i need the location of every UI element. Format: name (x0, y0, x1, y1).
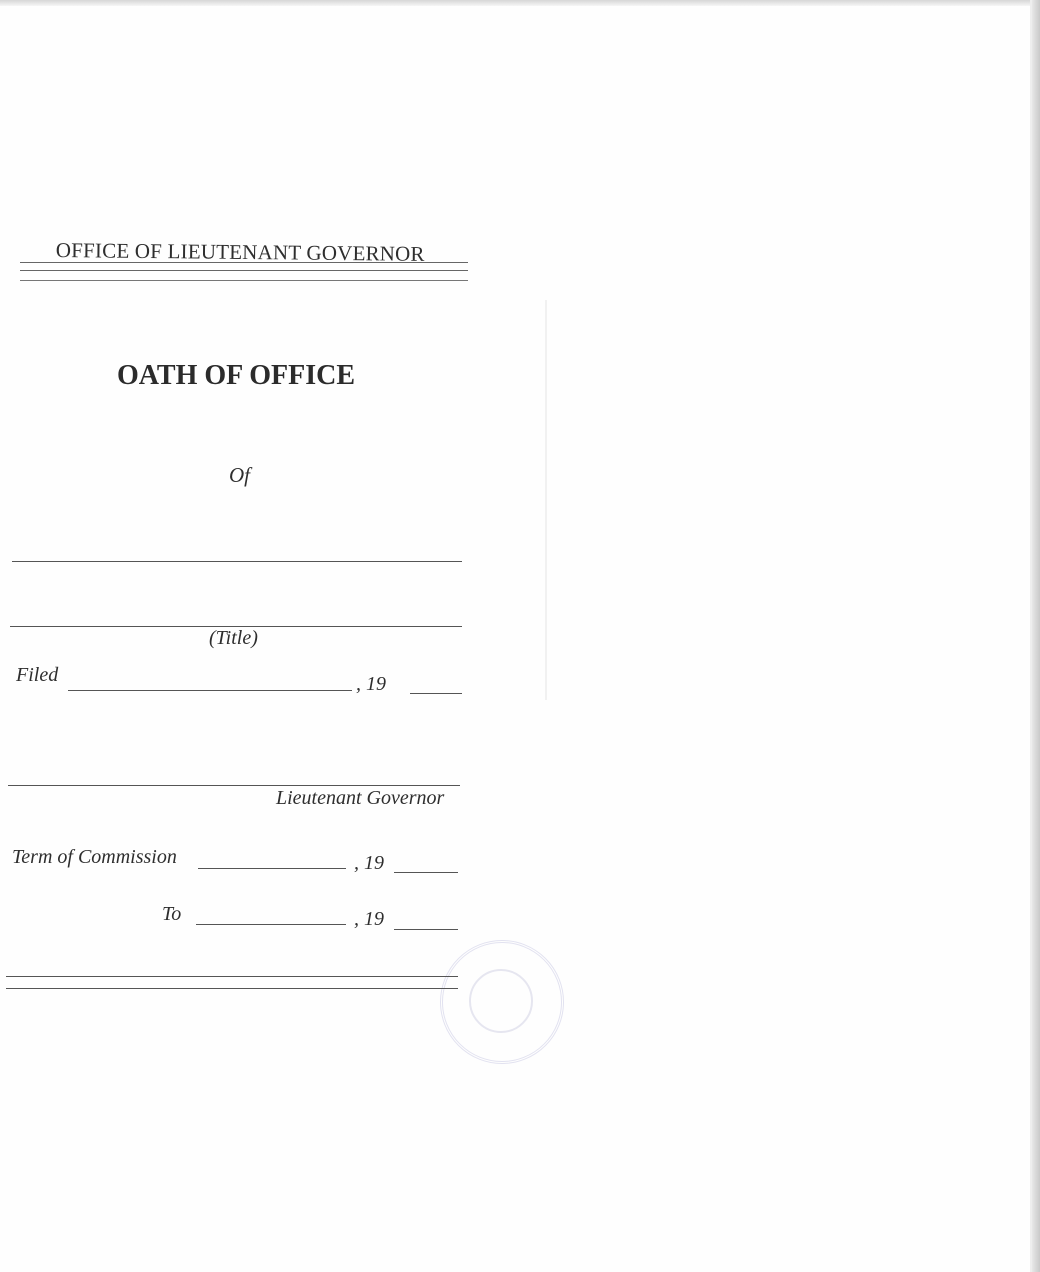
bottom-rule-top (6, 976, 458, 977)
term-label: Term of Commission (12, 846, 177, 868)
bottom-rule-bottom (6, 988, 458, 989)
scan-right-edge (1032, 0, 1040, 1272)
to-label: To (162, 903, 182, 925)
office-heading: OFFICE OF LIEUTENANT GOVERNOR (55, 238, 425, 266)
scan-top-edge (0, 0, 1040, 6)
term-date-line (198, 868, 346, 869)
lt-gov-label: Lieutenant Governor (276, 787, 445, 809)
term-year-line (394, 872, 458, 873)
name-line (12, 561, 462, 562)
header-rule-mid (20, 270, 468, 271)
signature-line (8, 785, 460, 786)
scan-right-edge-inner (1030, 0, 1032, 1272)
form-title: OATH OF OFFICE (117, 360, 355, 391)
paper-fold (545, 300, 547, 700)
of-label: Of (229, 463, 250, 487)
to-year-prefix: , 19 (354, 908, 384, 930)
filed-year-line (410, 693, 462, 694)
filed-label: Filed (16, 664, 59, 686)
to-date-line (196, 924, 346, 925)
to-year-line (394, 929, 458, 930)
notary-seal-ghost-inner (469, 969, 533, 1033)
filed-date-line (68, 690, 352, 691)
filed-year-prefix: , 19 (356, 673, 386, 695)
notary-seal-ghost (440, 940, 564, 1064)
term-year-prefix: , 19 (354, 852, 384, 874)
header-rule-bottom (20, 280, 468, 281)
title-label: (Title) (209, 627, 258, 649)
